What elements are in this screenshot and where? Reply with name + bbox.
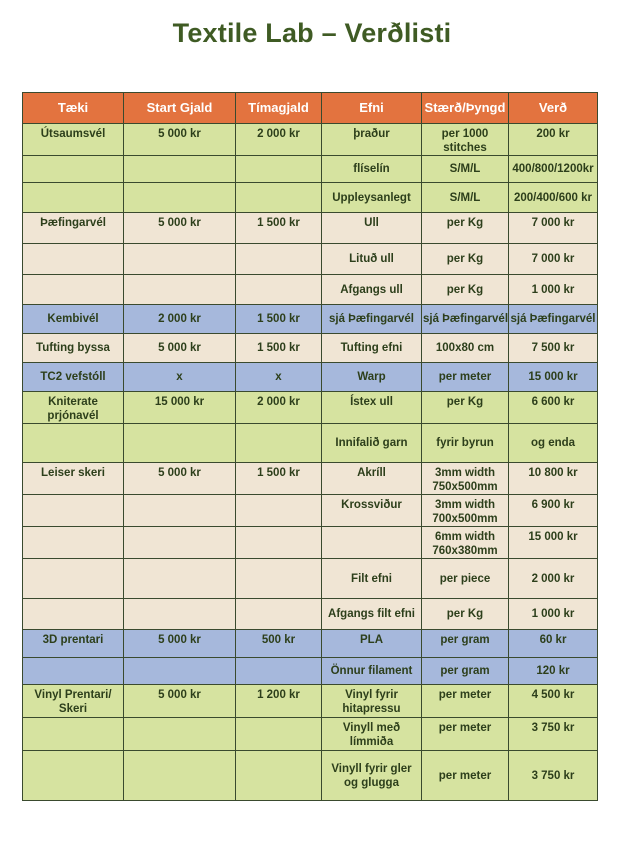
table-row [23, 599, 598, 630]
cell-start-gjald: 2 000 kr [124, 305, 236, 334]
cell-verd: 6 600 kr [509, 392, 598, 424]
cell-timagjald [236, 424, 322, 463]
cell-efni: Vinyl fyrir hitapressu [322, 685, 422, 718]
cell-verd: 4 500 kr [509, 685, 598, 718]
table-row [23, 527, 598, 559]
cell-efni: Önnur filament [322, 658, 422, 685]
cell-staerd: per Kg [422, 392, 509, 424]
cell-start-gjald [124, 244, 236, 275]
header-timagjald: Tímagjald [236, 93, 322, 124]
cell-efni: Innifalið garn [322, 424, 422, 463]
cell-efni [322, 527, 422, 559]
cell-timagjald: x [236, 363, 322, 392]
cell-staerd: 100x80 cm [422, 334, 509, 363]
cell-timagjald [236, 183, 322, 213]
cell-efni: Uppleysanlegt [322, 183, 422, 213]
cell-timagjald [236, 751, 322, 801]
cell-staerd: fyrir byrun [422, 424, 509, 463]
cell-start-gjald: 5 000 kr [124, 630, 236, 658]
cell-staerd: 3mm width 700x500mm [422, 495, 509, 527]
cell-start-gjald: 5 000 kr [124, 463, 236, 495]
table-row [23, 275, 598, 305]
cell-staerd: per Kg [422, 275, 509, 305]
cell-taeki [23, 275, 124, 305]
page-title: Textile Lab – Verðlisti [172, 18, 452, 48]
table-row [23, 424, 598, 463]
cell-timagjald [236, 658, 322, 685]
table-row [23, 244, 598, 275]
cell-staerd: per meter [422, 718, 509, 751]
cell-verd: 200 kr [509, 124, 598, 156]
cell-taeki [23, 183, 124, 213]
header-staerd: Stærð/Þyngd [422, 93, 509, 124]
cell-verd: 2 000 kr [509, 559, 598, 599]
cell-staerd: per meter [422, 363, 509, 392]
cell-taeki: Kniterate prjónavél [23, 392, 124, 424]
cell-timagjald: 1 500 kr [236, 213, 322, 244]
cell-staerd: 6mm width 760x380mm [422, 527, 509, 559]
cell-efni: Filt efni [322, 559, 422, 599]
header-start-gjald: Start Gjald [124, 93, 236, 124]
cell-taeki: Tufting byssa [23, 334, 124, 363]
cell-efni: PLA [322, 630, 422, 658]
cell-timagjald [236, 599, 322, 630]
cell-verd: 120 kr [509, 658, 598, 685]
cell-efni: sjá Þæfingarvél [322, 305, 422, 334]
cell-start-gjald [124, 527, 236, 559]
cell-efni: þraður [322, 124, 422, 156]
table-row [23, 718, 598, 751]
cell-start-gjald [124, 658, 236, 685]
cell-start-gjald [124, 599, 236, 630]
cell-staerd: S/M/L [422, 183, 509, 213]
table-row [23, 559, 598, 599]
cell-efni: flíselín [322, 156, 422, 183]
table-row [23, 751, 598, 801]
cell-taeki [23, 599, 124, 630]
cell-taeki: Leiser skeri [23, 463, 124, 495]
cell-staerd: per meter [422, 685, 509, 718]
cell-taeki [23, 244, 124, 275]
header-taeki: Tæki [23, 93, 124, 124]
cell-start-gjald: x [124, 363, 236, 392]
cell-timagjald [236, 244, 322, 275]
cell-verd: 7 000 kr [509, 213, 598, 244]
cell-start-gjald: 5 000 kr [124, 685, 236, 718]
cell-taeki [23, 495, 124, 527]
cell-timagjald [236, 156, 322, 183]
cell-verd: 3 750 kr [509, 718, 598, 751]
cell-staerd: sjá Þæfingarvél [422, 305, 509, 334]
cell-verd: 6 900 kr [509, 495, 598, 527]
cell-efni: Ístex ull [322, 392, 422, 424]
cell-timagjald: 1 500 kr [236, 463, 322, 495]
cell-staerd: per Kg [422, 244, 509, 275]
cell-start-gjald [124, 183, 236, 213]
cell-timagjald [236, 275, 322, 305]
cell-taeki [23, 658, 124, 685]
cell-taeki [23, 559, 124, 599]
cell-staerd: 3mm width 750x500mm [422, 463, 509, 495]
cell-taeki: Þæfingarvél [23, 213, 124, 244]
cell-taeki: Vinyl Prentari/ Skeri [23, 685, 124, 718]
cell-taeki: Kembivél [23, 305, 124, 334]
cell-start-gjald [124, 751, 236, 801]
cell-timagjald [236, 527, 322, 559]
table-row [23, 124, 598, 156]
cell-verd: 3 750 kr [509, 751, 598, 801]
cell-timagjald: 2 000 kr [236, 124, 322, 156]
cell-timagjald: 2 000 kr [236, 392, 322, 424]
cell-verd: 400/800/1200kr [509, 156, 598, 183]
cell-taeki: TC2 vefstóll [23, 363, 124, 392]
cell-timagjald: 1 500 kr [236, 334, 322, 363]
cell-verd: 60 kr [509, 630, 598, 658]
cell-timagjald: 1 200 kr [236, 685, 322, 718]
cell-taeki: Útsaumsvél [23, 124, 124, 156]
cell-staerd: per Kg [422, 213, 509, 244]
table-row [23, 183, 598, 213]
cell-verd: 15 000 kr [509, 363, 598, 392]
cell-verd: 200/400/600 kr [509, 183, 598, 213]
cell-taeki [23, 424, 124, 463]
table-row [23, 213, 598, 244]
table-row [23, 495, 598, 527]
cell-staerd: per 1000 stitches [422, 124, 509, 156]
cell-efni: Akríll [322, 463, 422, 495]
cell-staerd: per piece [422, 559, 509, 599]
cell-staerd: per gram [422, 658, 509, 685]
cell-start-gjald: 5 000 kr [124, 213, 236, 244]
table-row [23, 658, 598, 685]
cell-staerd: S/M/L [422, 156, 509, 183]
cell-staerd: per meter [422, 751, 509, 801]
table-row [23, 685, 598, 718]
cell-start-gjald [124, 275, 236, 305]
cell-verd: 10 800 kr [509, 463, 598, 495]
cell-efni: Afgangs filt efni [322, 599, 422, 630]
cell-timagjald [236, 495, 322, 527]
cell-efni: Afgangs ull [322, 275, 422, 305]
cell-staerd: per gram [422, 630, 509, 658]
cell-taeki [23, 751, 124, 801]
cell-timagjald [236, 559, 322, 599]
table-row [23, 156, 598, 183]
cell-timagjald: 1 500 kr [236, 305, 322, 334]
table-row [23, 630, 598, 658]
table-row [23, 334, 598, 363]
cell-start-gjald [124, 424, 236, 463]
price-table [22, 92, 598, 801]
cell-efni: Tufting efni [322, 334, 422, 363]
cell-verd: 1 000 kr [509, 275, 598, 305]
cell-verd: og enda [509, 424, 598, 463]
cell-efni: Krossviður [322, 495, 422, 527]
cell-start-gjald [124, 559, 236, 599]
cell-start-gjald [124, 156, 236, 183]
cell-verd: 7 500 kr [509, 334, 598, 363]
cell-efni: Ull [322, 213, 422, 244]
cell-taeki: 3D prentari [23, 630, 124, 658]
header-row [23, 93, 598, 124]
cell-efni: Warp [322, 363, 422, 392]
cell-verd: sjá Þæfingarvél [509, 305, 598, 334]
header-efni: Efni [322, 93, 422, 124]
cell-start-gjald [124, 718, 236, 751]
cell-staerd: per Kg [422, 599, 509, 630]
cell-efni: Lituð ull [322, 244, 422, 275]
table-row [23, 463, 598, 495]
cell-taeki [23, 156, 124, 183]
cell-taeki [23, 527, 124, 559]
cell-start-gjald: 15 000 kr [124, 392, 236, 424]
cell-timagjald [236, 718, 322, 751]
cell-taeki [23, 718, 124, 751]
cell-verd: 1 000 kr [509, 599, 598, 630]
table-row [23, 305, 598, 334]
header-verd: Verð [509, 93, 598, 124]
cell-efni: Vinyll fyrir gler og glugga [322, 751, 422, 801]
cell-start-gjald: 5 000 kr [124, 334, 236, 363]
cell-verd: 15 000 kr [509, 527, 598, 559]
cell-verd: 7 000 kr [509, 244, 598, 275]
cell-efni: Vinyll með límmiða [322, 718, 422, 751]
cell-start-gjald [124, 495, 236, 527]
cell-start-gjald: 5 000 kr [124, 124, 236, 156]
table-row [23, 363, 598, 392]
table-row [23, 392, 598, 424]
cell-timagjald: 500 kr [236, 630, 322, 658]
